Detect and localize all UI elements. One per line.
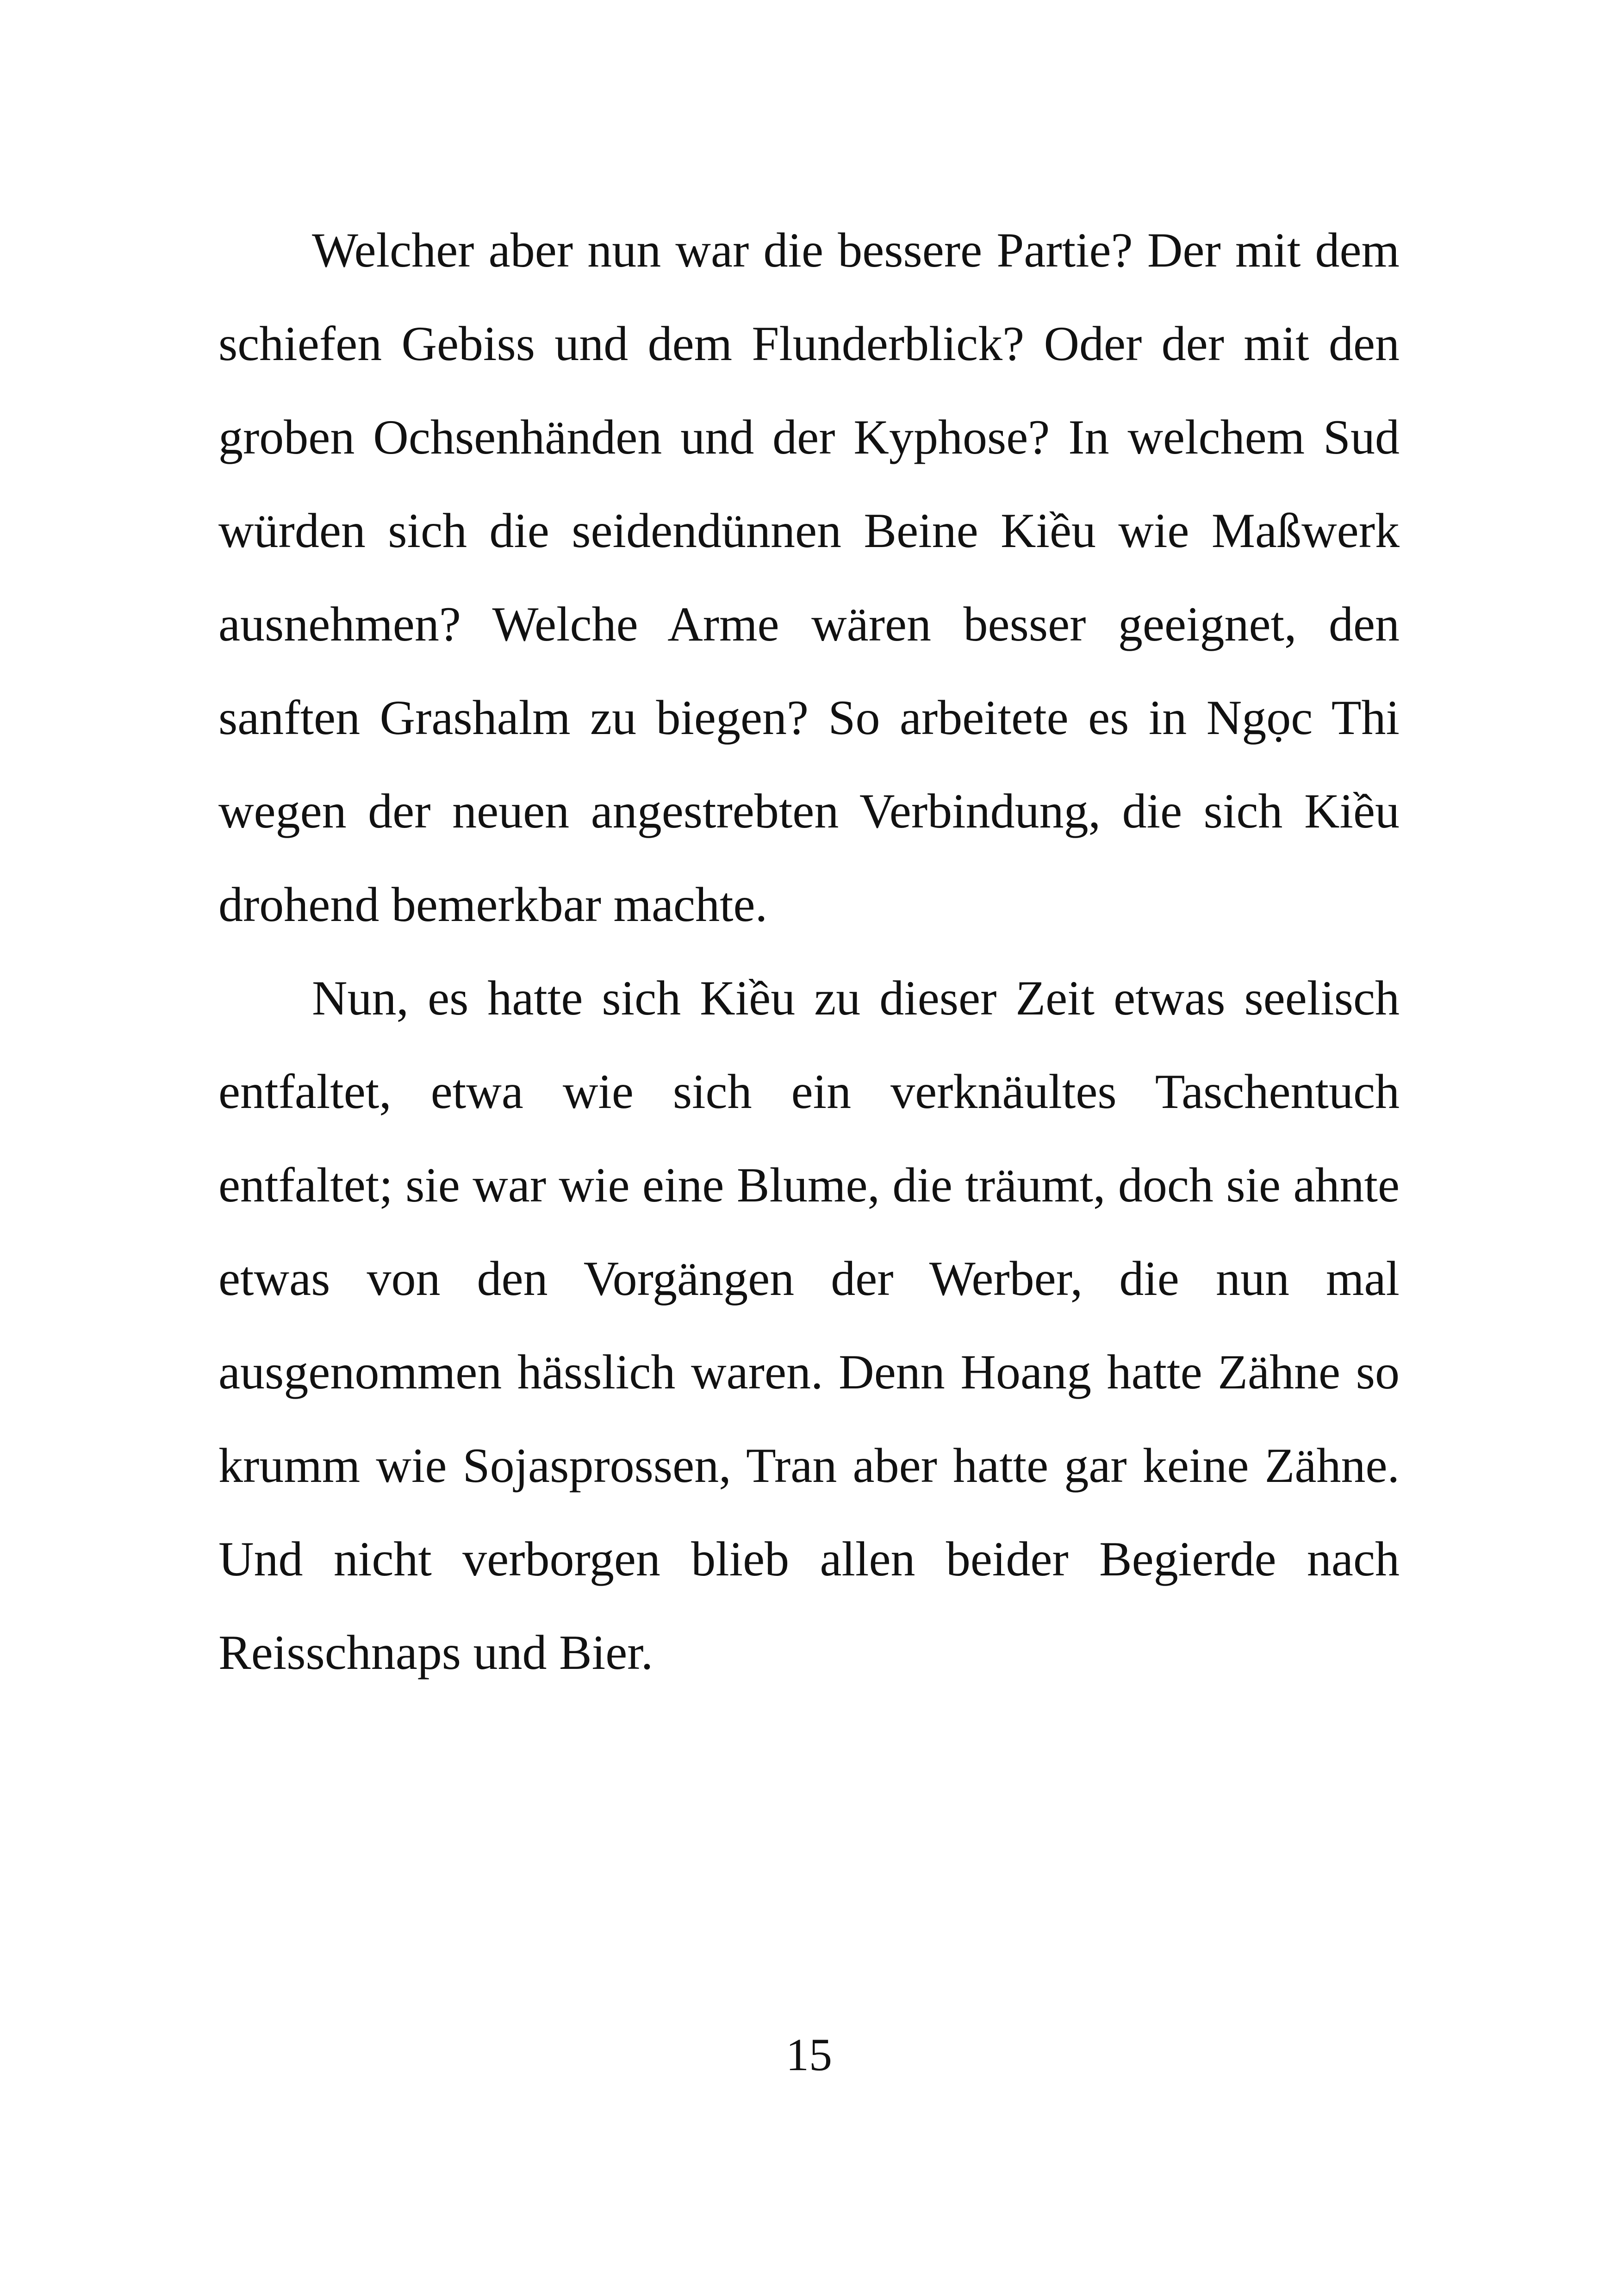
body-text (218, 204, 1400, 1699)
page-number: 15 (786, 2029, 832, 2080)
paragraph-1: Welcher aber nun war die bessere Partie? Der mit dem schiefen Gebiss und dem Flunderblick? Oder der mit den groben Ochsenhänden und der Kyphose? In welchem Sud würden sich die seidendünnen Beine Kiều wie Maßwerk ausnehmen? Welche Arme wären besser geeignet, den sanften Grashalm zu biegen? So arbeitete es in Ngọc Thi wegen der neuen angestrebten Verbindung, die sich Kiều drohend bemerkbar machte. (218, 223, 1400, 932)
paragraph-2: Nun, es hatte sich Kiều zu dieser Zeit etwas seelisch entfaltet, etwa wie sich ein verknäultes Taschentuch entfaltet; sie war wie eine Blume, die träumt, doch sie ahnte etwas von den Vorgängen der Werber, die nun mal ausgenommen hässlich waren. Denn Hoang hatte Zähne so krumm wie Sojasprossen, Tran aber hatte gar keine Zähne. Und nicht verborgen blieb allen beider Begierde nach Reisschnaps und Bier. (218, 971, 1400, 1680)
